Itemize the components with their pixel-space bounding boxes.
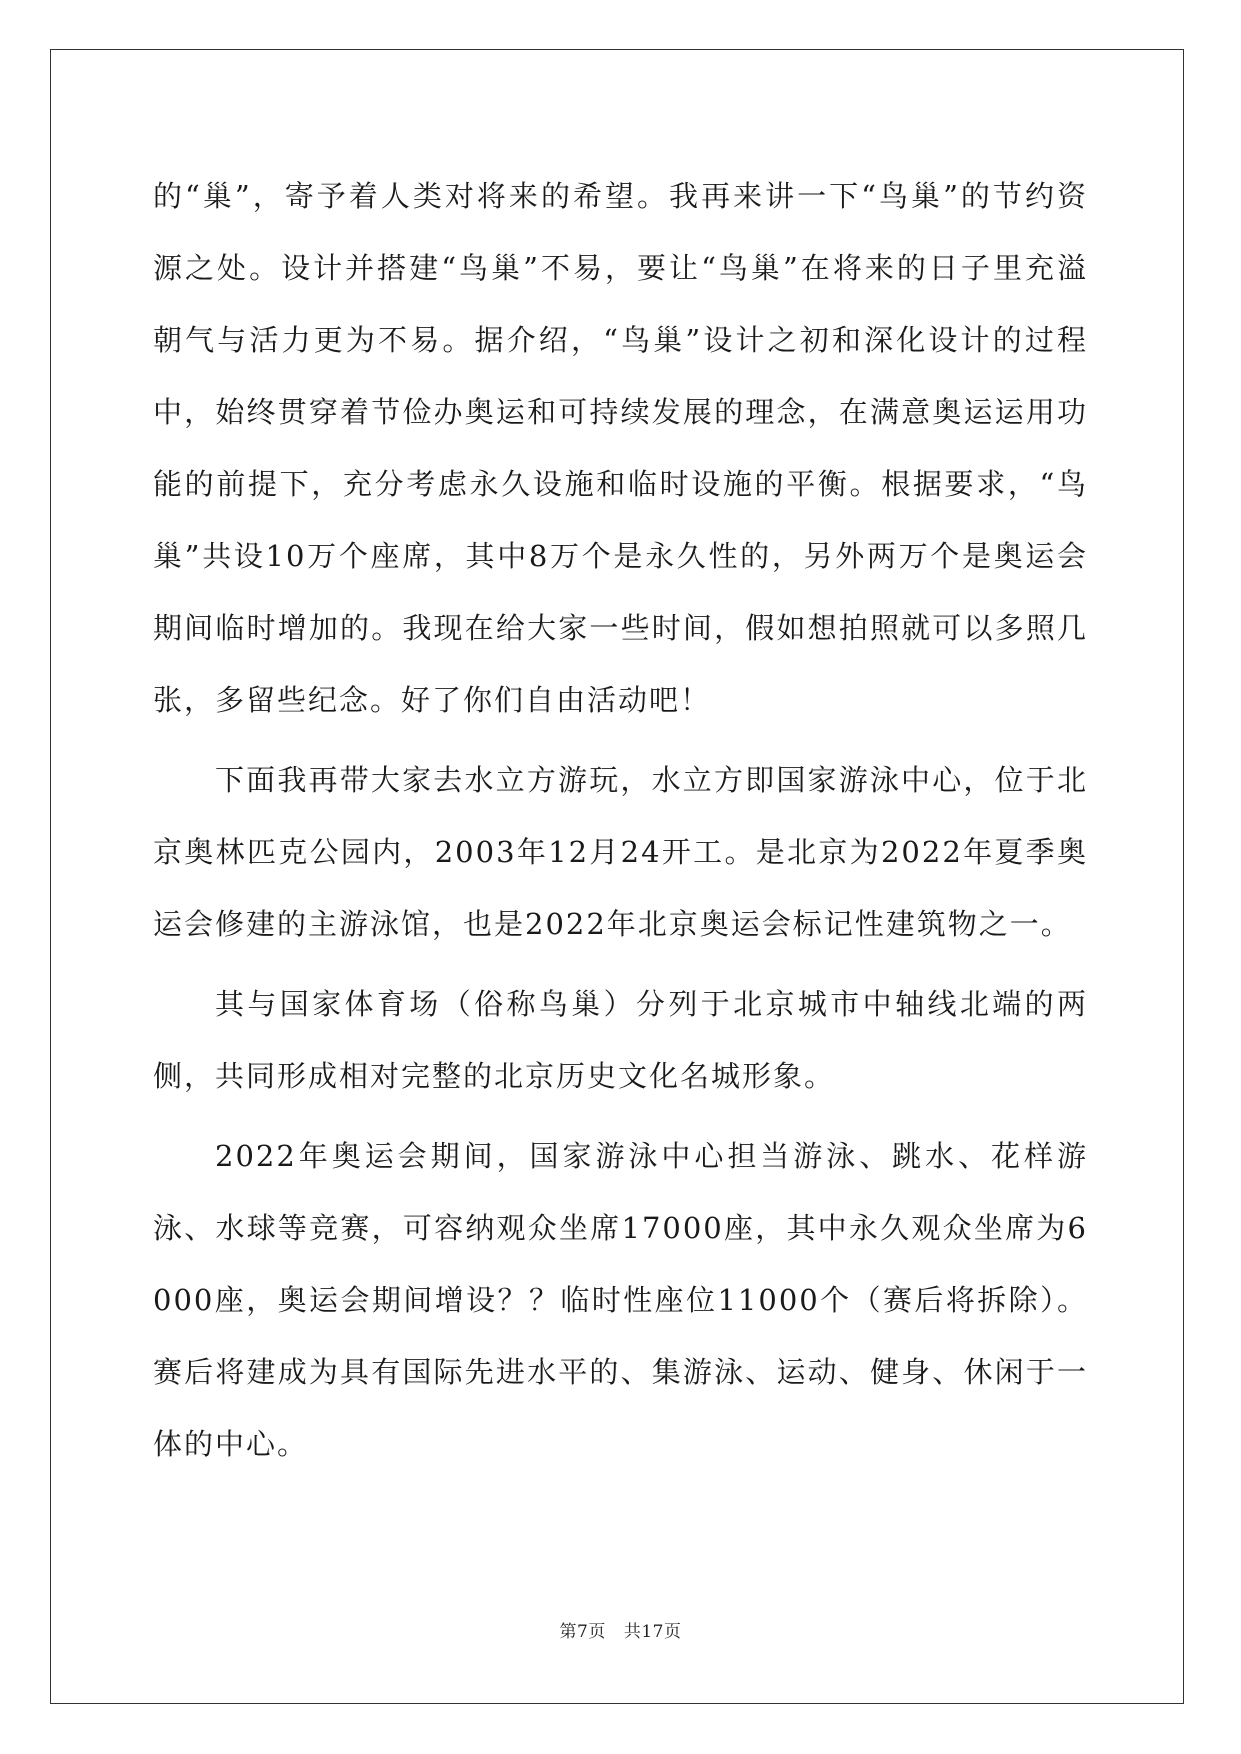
page-total: 共17页 xyxy=(623,1622,682,1642)
paragraph-4: 2022年奥运会期间，国家游泳中心担当游泳、跳水、花样游泳、水球等竞赛，可容纳观众坐席17000座，其中永久观众坐席为6000座，奥运会期间增设？？临时性座位11000个（赛后将拆除）。赛后将建成为具有国际先进水平的、集游泳、运动、健身、休闲于一体的中心。 xyxy=(153,1139,1088,1461)
page-number: 第7页 xyxy=(559,1622,606,1642)
page-footer xyxy=(0,1617,1241,1642)
document-body xyxy=(153,160,1088,1480)
paragraph-1: 的“巢”，寄予着人类对将来的希望。我再来讲一下“鸟巢”的节约资源之处。设计并搭建“鸟巢”不易，要让“鸟巢”在将来的日子里充溢朝气与活力更为不易。据介绍，“鸟巢”设计之初和深化设计的过程中，始终贯穿着节俭办奥运和可持续发展的理念，在满意奥运运用功能的前提下，充分考虑永久设施和临时设施的平衡。根据要求，“鸟巢”共设10万个座席，其中8万个是永久性的，另外两万个是奥运会期间临时增加的。我现在给大家一些时间，假如想拍照就可以多照几张，多留些纪念。好了你们自由活动吧！ xyxy=(153,179,1088,717)
paragraph-3: 其与国家体育场（俗称鸟巢）分列于北京城市中轴线北端的两侧，共同形成相对完整的北京历史文化名城形象。 xyxy=(153,987,1088,1093)
paragraph-2: 下面我再带大家去水立方游玩，水立方即国家游泳中心，位于北京奥林匹克公园内，2003年12月24开工。是北京为2022年夏季奥运会修建的主游泳馆，也是2022年北京奥运会标记性建筑物之一。 xyxy=(153,763,1088,941)
